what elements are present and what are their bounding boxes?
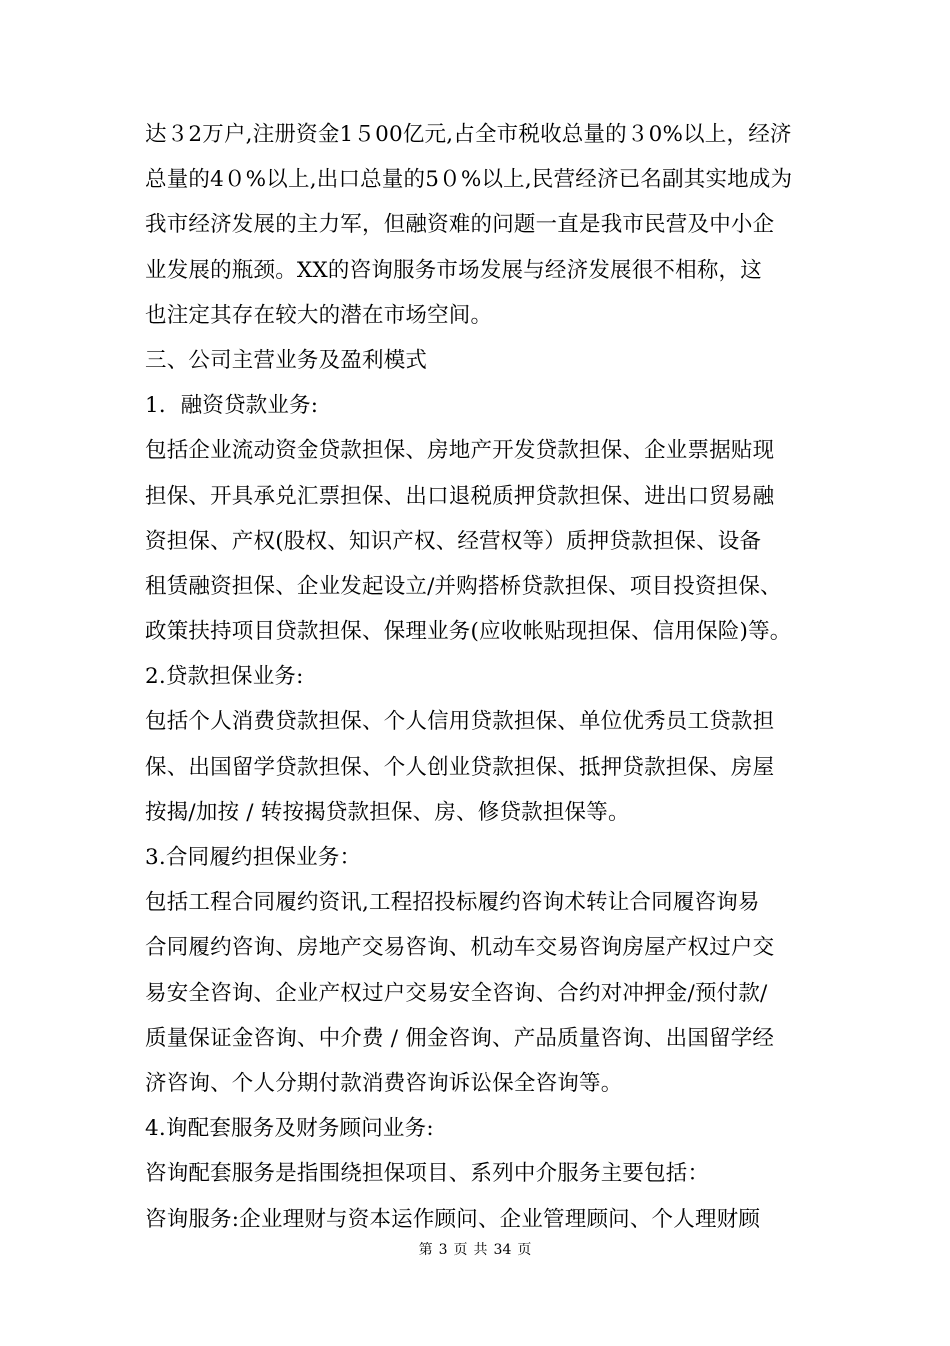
text-line: 包括企业流动资金贷款担保、房地产开发贷款担保、企业票据贴现 (145, 438, 775, 464)
text-line: 政策扶持项目贷款担保、保理业务(应收帐贴现担保、信用保险)等。 (145, 619, 792, 645)
subsection-heading: 3.合同履约担保业务： (145, 845, 362, 870)
current-page-number: 3 (438, 1242, 448, 1258)
footer-page-word-2: 页 (517, 1242, 532, 1258)
footer-total-word: 共 (473, 1242, 488, 1258)
text-line: 包括个人消费贷款担保、个人信用贷款担保、单位优秀员工贷款担 (145, 709, 775, 735)
text-line: 保、出国留学贷款担保、个人创业贷款担保、抵押贷款担保、房屋 (145, 754, 775, 780)
subsection-heading: 4.询配套服务及财务顾问业务: (145, 1116, 434, 1142)
text-line: 我市经济发展的主力军，但融资难的问题一直是我市民营及中小企 (145, 212, 775, 238)
document-body (145, 112, 825, 1242)
text-line: 总量的4０%以上,出口总量的5０%以上,民营经济已名副其实地成为 (145, 167, 793, 193)
text-line: 租赁融资担保、企业发起设立/并购搭桥贷款担保、项目投资担保、 (145, 573, 782, 599)
text-line: 按揭/加按 / 转按揭贷款担保、房、修贷款担保等。 (145, 799, 630, 825)
subsection-heading: 2.贷款担保业务: (145, 664, 304, 690)
text-line: 咨询服务:企业理财与资本运作顾问、企业管理顾问、个人理财顾 (145, 1206, 761, 1232)
footer-page-word: 页 (453, 1242, 468, 1258)
text-line: 担保、开具承兑汇票担保、出口退税质押贷款担保、进出口贸易融 (145, 483, 775, 509)
text-line: 质量保证金咨询、中介费 / 佣金咨询、产品质量咨询、出国留学经 (145, 1025, 775, 1051)
text-line: 业发展的瓶颈。XX的咨询服务市场发展与经济发展很不相称，这 (145, 257, 762, 283)
section-heading: 三、公司主营业务及盈利模式 (145, 347, 428, 373)
subsection-heading: 1．融资贷款业务: (145, 393, 319, 419)
text-line: 咨询配套服务是指围绕担保项目、系列中介服务主要包括： (145, 1161, 710, 1187)
text-line: 合同履约咨询、房地产交易咨询、机动车交易咨询房屋产权过户交 (145, 935, 775, 961)
text-line: 易安全咨询、企业产权过户交易安全咨询、合约对冲押金/预付款/ (145, 980, 768, 1006)
footer-prefix: 第 (418, 1242, 433, 1258)
text-line: 达３2万户,注册资金1５00亿元,占全市税收总量的３0%以上，经济 (145, 122, 792, 147)
text-line: 资担保、产权(股权、知识产权、经营权等）质押贷款担保、设备 (145, 528, 762, 554)
total-page-count: 34 (493, 1242, 512, 1258)
page-footer (0, 1240, 950, 1260)
text-line: 济咨询、个人分期付款消费咨询诉讼保全咨询等。 (145, 1070, 623, 1096)
text-line: 也注定其存在较大的潜在市场空间。 (145, 302, 493, 328)
text-line: 包括工程合同履约资讯,工程招投标履约咨询术转让合同履咨询易 (145, 890, 760, 916)
